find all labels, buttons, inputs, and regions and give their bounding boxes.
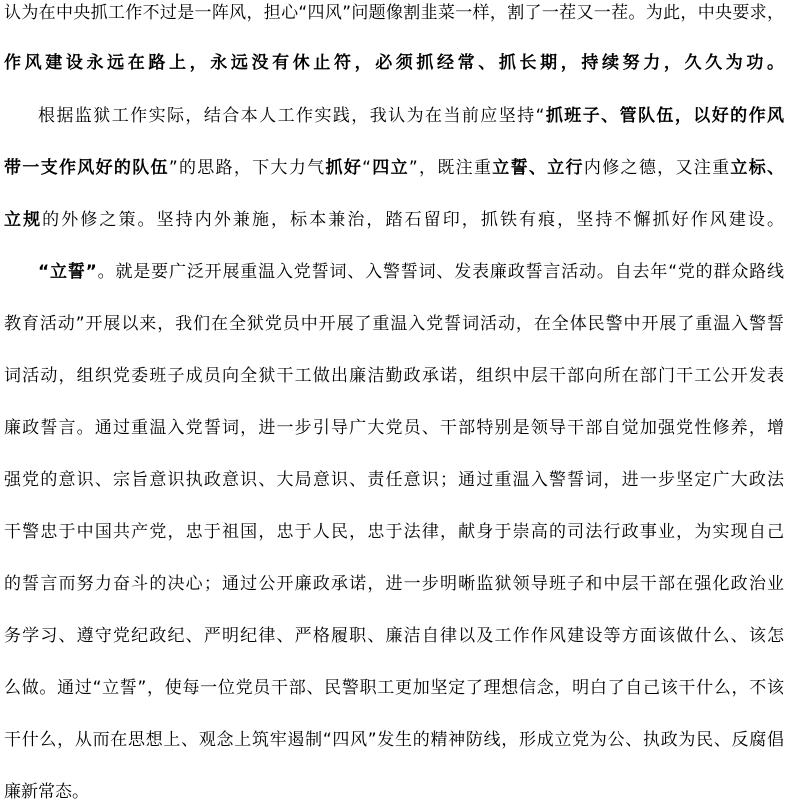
text-line (4, 675, 784, 701)
text-line (4, 0, 784, 26)
text-run: “ (362, 158, 371, 178)
text-line (38, 259, 784, 285)
text-run: 么做。通过“立誓”，使每一位党员干部、民警职工更加坚定了理想信念，明白了自己该干什么，不该 (4, 678, 784, 698)
text-line (4, 467, 784, 493)
bold-text-run: 抓班子、管队伍，以好的作风 (544, 106, 784, 126)
bold-text-run: 四立 (370, 158, 409, 178)
bold-text-run: “立誓” (38, 262, 97, 282)
text-run: 强党的意识、宗旨意识执政意识、大局意识、责任意识；通过重温入警誓词，进一步坚定广大政法 (4, 470, 784, 490)
text-line (4, 207, 784, 233)
bold-text-run: 带一支作风好的队伍 (4, 158, 169, 178)
text-line (4, 779, 784, 805)
text-run: 廉政誓言。通过重温入党誓词，进一步引导广大党员、干部特别是领导干部自觉加强党性修养，增 (4, 418, 784, 438)
bold-text-run: 立标、 (730, 158, 784, 178)
text-run: 的外修之策。坚持内外兼施，标本兼治，踏石留印，抓铁有痕，坚持不懈抓好作风建设。 (42, 210, 784, 230)
text-run: ”，既注重 (408, 158, 493, 178)
text-line (4, 311, 784, 337)
bold-text-run: 立规 (4, 210, 43, 230)
text-run: 根据监狱工作实际，结合本人工作实践，我认为在当前应坚持“ (38, 106, 545, 126)
text-run: 干警忠于中国共产党，忠于祖国，忠于人民，忠于法律，献身于崇高的司法行政事业，为实现自己 (4, 522, 784, 542)
text-line (38, 103, 784, 129)
bold-text-run: 作风建设永远在路上，永远没有休止符，必须抓经常、抓长期，持续努力，久久为功。 (4, 53, 784, 73)
text-run: 。就是要广泛开展重温入党誓词、入警誓词、发表廉政誓言活动。自去年“党的群众路线 (96, 262, 784, 282)
text-run: 词活动，组织党委班子成员向全狱干工做出廉洁勤政承诺，组织中层干部向所在部门干工公开发表 (4, 366, 784, 386)
text-line (4, 623, 784, 649)
text-line (4, 415, 784, 441)
text-run: 认为在中央抓工作不过是一阵风，担心“四风”问题像割韭菜一样，割了一茬又一茬。为此，中央要求， (4, 3, 784, 23)
text-run: ”的思路，下大力气 (168, 158, 326, 178)
text-run: 内修之德，又注重 (583, 158, 731, 178)
bold-text-run: 立誓、立行 (492, 158, 584, 178)
text-run: 干什么，从而在思想上、观念上筑牢遏制“四风”发生的精神防线，形成立党为公、执政为民、反腐倡 (4, 730, 784, 750)
bold-text-run: 抓好 (325, 158, 363, 178)
text-line (4, 571, 784, 597)
text-run: 廉新常态。 (4, 782, 89, 802)
text-run: 务学习、遵守党纪政纪、严明纪律、严格履职、廉洁自律以及工作作风建设等方面该做什么、该怎 (4, 626, 784, 646)
text-line (4, 519, 784, 545)
text-line (4, 727, 784, 753)
text-line (4, 363, 784, 389)
text-run: 教育活动”开展以来，我们在全狱党员中开展了重温入党誓词活动，在全体民警中开展了重温入警誓 (4, 314, 784, 334)
text-run: 的誓言而努力奋斗的决心；通过公开廉政承诺，进一步明晰监狱领导班子和中层干部在强化政治业 (4, 574, 784, 594)
text-line (4, 155, 784, 181)
text-line (4, 50, 784, 76)
